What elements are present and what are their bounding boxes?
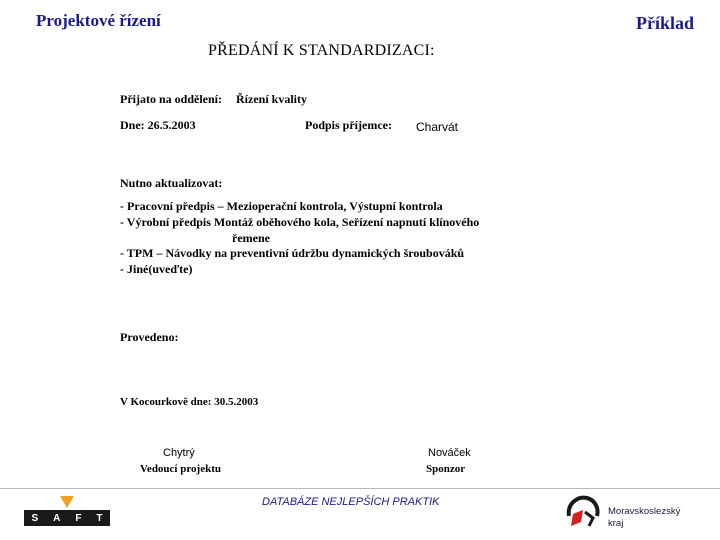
update-item-3: - TPM – Návodky na preventivní údržbu dynamických šroubováků xyxy=(120,246,465,260)
update-item-4: - Jiné(uveďte) xyxy=(120,262,193,276)
saft-letter-a: A xyxy=(53,512,61,524)
place-date: V Kocourkově dne: 30.5.2003 xyxy=(120,396,259,408)
receiver-signature-label: Podpis příjemce: xyxy=(305,118,392,132)
footer-center-text: DATABÁZE NEJLEPŠÍCH PRAKTIK xyxy=(262,496,440,508)
saft-letter-t: T xyxy=(96,512,103,524)
received-dept-value: Řízení kvality xyxy=(236,92,307,106)
project-lead-signature: Chytrý xyxy=(163,447,195,459)
region-line-1: Moravskoslezský xyxy=(608,506,681,517)
saft-letter-s: S xyxy=(31,512,39,524)
saft-letter-f: F xyxy=(75,512,82,524)
saft-logo xyxy=(24,496,110,526)
update-item-2-continued: řemene xyxy=(232,231,270,245)
header-right-title: Příklad xyxy=(635,13,694,33)
update-item-1: - Pracovní předpis – Mezioperační kontrola, Výstupní kontrola xyxy=(120,199,443,213)
sponsor-role: Sponzor xyxy=(426,463,466,475)
sponsor-signature: Nováček xyxy=(428,447,471,459)
project-lead-role: Vedoucí projektu xyxy=(140,463,221,475)
header-left-title: Projektové řízení xyxy=(36,11,161,30)
document-title: PŘEDÁNÍ K STANDARDIZACI: xyxy=(208,42,435,59)
saft-triangle-icon xyxy=(60,496,74,508)
region-name xyxy=(608,506,698,530)
done-label: Provedeno: xyxy=(120,330,179,344)
update-item-2: - Výrobní předpis Montáž oběhového kola, Seřízení napnutí klínového xyxy=(120,215,480,229)
update-heading: Nutno aktualizovat: xyxy=(120,176,223,190)
received-dept-label: Přijato na oddělení: xyxy=(120,92,222,106)
region-logo-icon xyxy=(563,492,603,532)
date-line: Dne: 26.5.2003 xyxy=(120,118,196,132)
receiver-signature: Charvát xyxy=(416,120,459,134)
footer-divider xyxy=(0,488,720,489)
region-line-2: kraj xyxy=(608,518,624,529)
